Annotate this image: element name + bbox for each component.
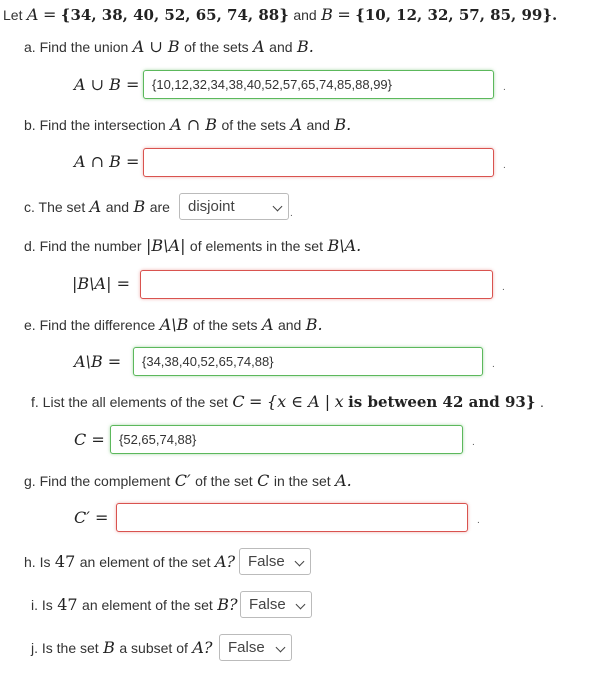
intro-eq-1: = [42,5,57,24]
part-i-num: 47 [57,595,78,614]
intro-let: Let [3,7,23,23]
part-b-and: and [306,117,330,133]
h-answer-select[interactable] [239,548,311,575]
union-answer-field[interactable]: {10,12,32,34,38,40,52,57,65,74,85,88,99} [143,70,494,99]
part-e-A: A [261,315,274,334]
part-b-period: . [503,160,506,171]
part-i-text-2: an element of the set [82,597,213,613]
part-e-period: . [492,359,495,370]
problem-intro [3,5,557,25]
part-b-A: A [290,115,303,134]
part-j-set: A? [192,638,213,657]
part-b-lhs: A ∩ B = [74,152,140,171]
difference-answer-field[interactable]: {34,38,40,52,65,74,88} [133,347,483,376]
part-c-text: c. The set [24,199,86,215]
part-e-text-2: of the sets [192,317,258,333]
part-b-expr: A ∩ B [170,115,217,134]
part-f-prompt [31,392,544,412]
part-f-text: f. List the all elements of the set [31,394,228,410]
part-a-text-2: of the sets [184,39,249,55]
part-f-eq: = [249,392,263,411]
relation-select-value: disjoint [188,198,235,215]
i-answer-select[interactable] [240,591,312,618]
part-e-prompt [24,315,323,335]
part-g-prompt [24,471,352,491]
part-c-prompt [24,197,170,217]
part-a-and: and [269,39,293,55]
part-f-lhs: C = [74,430,105,449]
part-i-prompt [31,595,238,615]
part-g-period: . [477,515,480,526]
part-b-prompt [24,115,351,135]
part-d-prompt [24,236,361,256]
part-c-A: A [89,197,102,216]
part-h-num: 47 [54,552,76,571]
intro-B-set: {10, 12, 32, 57, 85, 99}. [355,6,558,24]
part-d-text: d. Find the number [24,238,142,254]
chevron-down-icon [276,643,286,653]
part-h-set: A? [214,552,236,571]
chevron-down-icon [296,600,306,610]
intro-and: and [293,7,317,23]
intersection-answer-field[interactable] [143,148,494,177]
part-j-B: B [103,638,115,657]
part-c-period: . [290,208,293,219]
part-a-A: A [253,37,265,56]
part-g-lhs: C′ = [74,508,109,527]
part-c-B: B [133,197,146,216]
part-h-text: h. Is [24,554,51,570]
complement-answer-field[interactable] [116,503,468,532]
i-answer-select-value: False [249,596,286,613]
j-answer-select-value: False [228,639,265,656]
part-i-set: B? [217,595,238,614]
part-d-set: B\A. [327,236,362,255]
part-i-text: i. Is [31,597,53,613]
part-h-text-2: an element of the set [79,554,211,570]
chevron-down-icon [273,202,283,212]
part-d-period: . [502,282,505,293]
part-d-lhs: |B\A| = [72,274,130,293]
part-a-lhs: A ∪ B = [74,75,140,94]
difference-count-field[interactable] [140,270,493,299]
part-h-prompt [24,552,235,572]
part-f-C: C [232,392,245,411]
part-e-text: e. Find the difference [24,317,156,333]
part-g-A: A. [335,471,352,490]
part-e-B: B. [305,315,323,334]
intro-eq-2: = [337,5,351,24]
part-c-and: and [105,199,130,215]
part-e-and: and [277,317,302,333]
part-g-C: C [257,471,270,490]
chevron-down-icon [295,557,305,567]
part-a-text: a. Find the union [24,39,129,55]
part-f-x: x [334,392,344,411]
part-e-expr: A\B [159,315,189,334]
intro-A: A [26,5,39,24]
part-j-prompt [31,638,212,658]
part-d-text-2: of elements in the set [189,238,323,254]
part-j-text-2: a subset of [119,640,188,656]
part-a-B: B. [296,37,314,56]
part-b-B: B. [334,115,352,134]
part-c-are: are [149,199,170,215]
part-b-text: b. Find the intersection [24,117,166,133]
part-f-set-open: {x ∈ A | [266,392,331,411]
relation-select[interactable] [179,193,289,220]
part-d-expr: |B\A| [145,236,186,255]
part-g-in: in the set [273,473,331,489]
set-C-answer-field[interactable]: {52,65,74,88} [110,425,463,454]
h-answer-select-value: False [248,553,285,570]
intro-B: B [321,5,333,24]
part-g-Cp: C′ [174,471,191,490]
part-e-lhs: A\B = [74,352,122,371]
part-f-period: . [472,437,475,448]
part-a-expr: A ∪ B [132,37,180,56]
part-a-prompt [24,37,314,57]
part-f-period-inline: . [539,394,544,410]
part-a-period: . [503,82,506,93]
j-answer-select[interactable] [219,634,292,661]
part-b-text-2: of the sets [221,117,287,133]
part-f-condition: is between 42 and 93} [348,393,536,411]
part-j-text: j. Is the set [31,640,99,656]
part-g-text: g. Find the complement [24,473,171,489]
intro-A-set: {34, 38, 40, 52, 65, 74, 88} [60,6,289,24]
part-g-text-2: of the set [195,473,253,489]
